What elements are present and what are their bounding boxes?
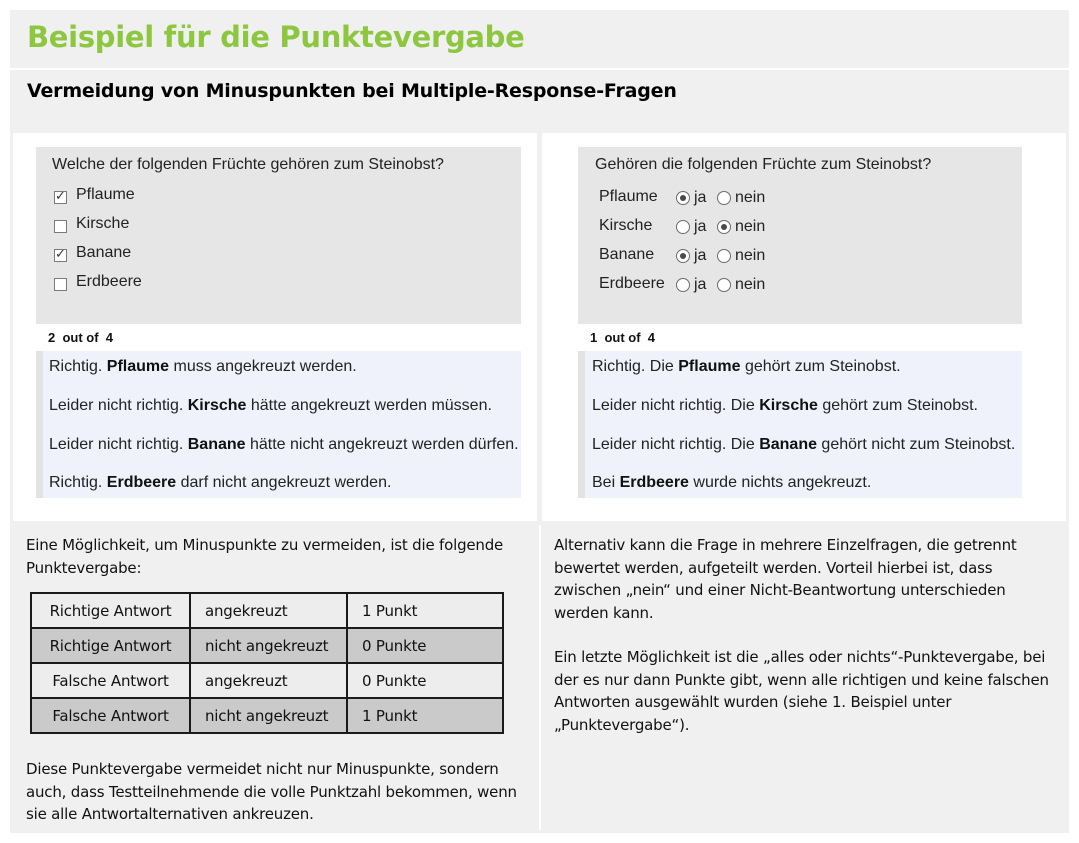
- radio-erdbeere-ja[interactable]: [676, 278, 690, 292]
- left-example-panel: [13, 133, 537, 521]
- table-row: [31, 628, 503, 663]
- right-example-panel: [542, 133, 1066, 521]
- left-question-text: Welche der folgenden Früchte gehören zum Steinobst?: [52, 156, 444, 173]
- option-label: Pflaume: [599, 188, 658, 205]
- right-score: 1 out of 4: [590, 330, 656, 345]
- checkbox-banane[interactable]: [54, 246, 67, 262]
- radio-kirsche-ja[interactable]: [676, 220, 690, 234]
- right-paragraph-2: Ein letzte Möglichkeit ist die „alles oder nichts“-Punktevergabe, bei der es nur dann Punkte gibt, wenn alle richtigen und keine falschen Antworten ausgewählt wurden (siehe 1. Beispiel unter „Punktevergabe“).: [554, 648, 1049, 734]
- table-cell: 1 Punkt: [347, 593, 503, 628]
- option-label: Kirsche: [599, 217, 653, 234]
- table-cell: nicht angekreuzt: [190, 698, 347, 733]
- radio-pflaume-ja[interactable]: [676, 191, 690, 205]
- radio-banane-nein[interactable]: [717, 249, 731, 263]
- feedback-line: Bei Erdbeere wurde nichts angekreuzt.: [592, 474, 872, 491]
- right-question-text: Gehören die folgenden Früchte zum Steinobst?: [595, 156, 932, 173]
- feedback-line: Leider nicht richtig. Kirsche hätte angekreuzt werden müssen.: [49, 397, 492, 414]
- left-intro-text: Eine Möglichkeit, um Minuspunkte zu vermeiden, ist die folgende Punktevergabe:: [26, 536, 504, 577]
- option-label: Pflaume: [76, 186, 135, 203]
- table-cell: 1 Punkt: [347, 698, 503, 733]
- checkbox-pflaume[interactable]: [54, 188, 67, 204]
- table-cell: Richtige Antwort: [31, 593, 190, 628]
- table-cell: angekreuzt: [190, 593, 347, 628]
- feedback-line: Richtig. Erdbeere darf nicht angekreuzt werden.: [49, 474, 392, 491]
- checkbox-kirsche[interactable]: [54, 220, 67, 233]
- page-subtitle: Vermeidung von Minuspunkten bei Multiple-Response-Fragen: [27, 80, 677, 102]
- feedback-line: Leider nicht richtig. Banane hätte nicht angekreuzt werden dürfen.: [49, 436, 519, 453]
- radio-erdbeere-nein[interactable]: [717, 278, 731, 292]
- right-paragraph-1: Alternativ kann die Frage in mehrere Einzelfragen, die getrennt bewertet werden, aufgeteilt werden. Vorteil hierbei ist, dass zwischen „nein“ und einer Nicht-Beantwortung unterschieden werden kann.: [554, 536, 1017, 622]
- table-cell: 0 Punkte: [347, 628, 503, 663]
- nein-label: nein: [735, 189, 766, 206]
- table-cell: nicht angekreuzt: [190, 628, 347, 663]
- left-outro-text: Diese Punktevergabe vermeidet nicht nur Minuspunkte, sondern auch, dass Testteilnehmende die volle Punktzahl bekommen, wenn sie alle Antwortalternativen ankreuzen.: [26, 760, 517, 823]
- feedback-line: Leider nicht richtig. Die Banane gehört nicht zum Steinobst.: [592, 436, 1016, 453]
- table-cell: angekreuzt: [190, 663, 347, 698]
- feedback-line: Richtig. Die Pflaume gehört zum Steinobst.: [592, 358, 901, 375]
- radio-kirsche-nein[interactable]: [717, 220, 731, 234]
- ja-label: ja: [694, 247, 707, 264]
- option-label: Erdbeere: [599, 275, 665, 292]
- table-cell: Falsche Antwort: [31, 698, 190, 733]
- checkbox-erdbeere[interactable]: [54, 278, 67, 291]
- table-cell: Richtige Antwort: [31, 628, 190, 663]
- right-feedback-box: [578, 351, 1022, 498]
- feedback-line: Leider nicht richtig. Die Kirsche gehört zum Steinobst.: [592, 397, 978, 414]
- ja-label: ja: [694, 276, 707, 293]
- feedback-line: Richtig. Pflaume muss angekreuzt werden.: [49, 358, 357, 375]
- radio-banane-ja[interactable]: [676, 249, 690, 263]
- table-row: [31, 663, 503, 698]
- radio-pflaume-nein[interactable]: [717, 191, 731, 205]
- table-row: [31, 593, 503, 628]
- right-question-box: [578, 147, 1022, 324]
- left-score: 2 out of 4: [48, 330, 114, 345]
- points-table: [30, 592, 504, 734]
- page-title: Beispiel für die Punktevergabe: [27, 20, 525, 54]
- left-feedback-box: [36, 351, 521, 498]
- left-question-box: [36, 147, 521, 324]
- ja-label: ja: [694, 218, 707, 235]
- table-cell: 0 Punkte: [347, 663, 503, 698]
- nein-label: nein: [735, 247, 766, 264]
- checkmark-icon: ✓: [55, 246, 66, 261]
- table-cell: Falsche Antwort: [31, 663, 190, 698]
- ja-label: ja: [694, 189, 707, 206]
- option-label: Banane: [599, 246, 655, 263]
- option-label: Banane: [76, 244, 132, 261]
- option-label: Kirsche: [76, 215, 130, 232]
- column-divider: [539, 525, 541, 830]
- table-row: [31, 698, 503, 733]
- nein-label: nein: [735, 218, 766, 235]
- option-label: Erdbeere: [76, 273, 142, 290]
- checkmark-icon: ✓: [55, 188, 66, 203]
- nein-label: nein: [735, 276, 766, 293]
